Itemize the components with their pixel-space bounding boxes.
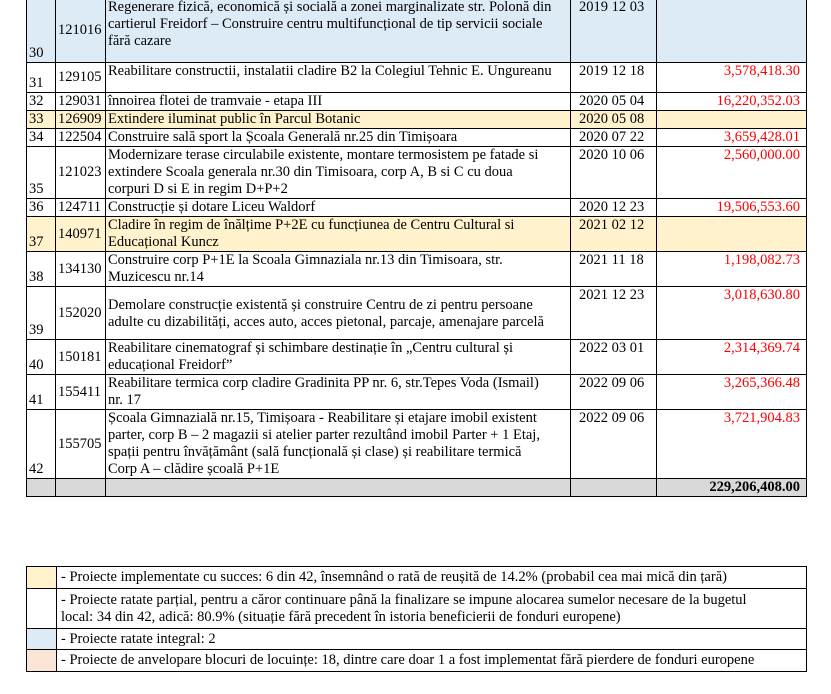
project-description-line: Construire sală sport la Școala Generală nr.25 din Timișoara	[108, 129, 458, 145]
projects-table-body	[27, 0, 807, 479]
legend-row	[27, 650, 807, 672]
legend-text-line: - Proiecte ratate integral: 2	[61, 630, 216, 647]
legend-table-body	[27, 567, 807, 672]
project-description-line: educațional Freidorf”	[108, 357, 233, 373]
legend-row	[27, 589, 807, 629]
project-description	[106, 147, 571, 199]
project-code: 121016	[56, 0, 106, 63]
project-description-line: adulte cu dizabilități, acces auto, acces pietonal, parcaje, amenajare parcelă	[108, 314, 544, 330]
project-row	[27, 375, 807, 410]
project-number: 33	[27, 111, 56, 129]
project-date: 2020 07 22	[571, 129, 657, 147]
project-number: 30	[27, 0, 56, 63]
project-date: 2020 05 04	[571, 93, 657, 111]
total-row	[27, 479, 807, 497]
project-code: 134130	[56, 252, 106, 287]
project-code: 129105	[56, 63, 106, 93]
project-amount	[657, 111, 807, 129]
project-description-line	[108, 287, 568, 297]
project-amount: 1,198,082.73	[657, 252, 807, 287]
legend-color-swatch	[27, 629, 57, 650]
legend-table	[26, 566, 807, 672]
project-amount: 3,659,428.01	[657, 129, 807, 147]
project-description	[106, 375, 571, 410]
project-date: 2021 02 12	[571, 217, 657, 252]
project-date: 2021 12 23	[571, 287, 657, 340]
legend-color-swatch	[27, 650, 57, 672]
project-number: 42	[27, 410, 56, 479]
project-description-line: Construire corp P+1E la Scoala Gimnaziala nr.13 din Timisoara, str.	[108, 252, 503, 268]
project-date: 2019 12 18	[571, 63, 657, 93]
project-description-line: Educațional Kuncz	[108, 234, 219, 250]
project-number: 34	[27, 129, 56, 147]
project-description-line: Reabilitare termica corp cladire Gradinita PP nr. 6, str.Tepes Voda (Ismail)	[108, 375, 539, 391]
project-row	[27, 340, 807, 375]
project-description-line: Construcție și dotare Liceu Waldorf	[108, 199, 316, 215]
legend-color-swatch	[27, 589, 57, 629]
project-description-line: Corp A – clădire școală P+1E	[108, 461, 280, 477]
project-code: 122504	[56, 129, 106, 147]
project-code: 126909	[56, 111, 106, 129]
project-number: 38	[27, 252, 56, 287]
total-row-cell	[27, 479, 56, 497]
project-row	[27, 410, 807, 479]
project-code: 140971	[56, 217, 106, 252]
project-date: 2020 05 08	[571, 111, 657, 129]
project-description	[106, 287, 571, 340]
project-description	[106, 252, 571, 287]
project-row	[27, 147, 807, 199]
project-date: 2020 12 23	[571, 199, 657, 217]
project-row	[27, 217, 807, 252]
project-number: 36	[27, 199, 56, 217]
legend-text	[57, 589, 807, 629]
project-date: 2022 03 01	[571, 340, 657, 375]
project-description-line: nr. 17	[108, 392, 142, 408]
project-description-line: cartierul Freidorf – Construire centru multifuncțional de tip servicii sociale	[108, 16, 543, 32]
project-description-line: Școala Gimnazială nr.15, Timișoara - Reabilitare și etajare imobil existent	[108, 410, 537, 426]
project-description	[106, 0, 571, 63]
project-description-line: Regenerare fizică, economică și socială a zonei marginalizate str. Polonă din	[108, 0, 552, 15]
project-number: 41	[27, 375, 56, 410]
legend-text	[57, 650, 807, 672]
project-amount: 16,220,352.03	[657, 93, 807, 111]
project-description	[106, 93, 571, 111]
project-code: 150181	[56, 340, 106, 375]
total-row-cell	[106, 479, 571, 497]
project-description	[106, 410, 571, 479]
project-description-line: fără cazare	[108, 33, 172, 49]
project-amount	[657, 0, 807, 63]
project-row	[27, 252, 807, 287]
project-description	[106, 199, 571, 217]
project-amount: 2,560,000.00	[657, 147, 807, 199]
project-amount: 3,578,418.30	[657, 63, 807, 93]
projects-table	[26, 0, 807, 497]
legend-text-line: - Proiecte implementate cu succes: 6 din 42, însemnând o rată de reușită de 14.2% (probabil cea mai mică din țară)	[61, 569, 727, 585]
project-amount: 3,721,904.83	[657, 410, 807, 479]
project-date: 2022 09 06	[571, 410, 657, 479]
project-amount: 3,018,630.80	[657, 287, 807, 340]
project-amount: 2,314,369.74	[657, 340, 807, 375]
legend-color-swatch	[27, 567, 57, 589]
total-row-cell	[56, 479, 106, 497]
total-row-cell	[571, 479, 657, 497]
project-row	[27, 111, 807, 129]
project-description	[106, 217, 571, 252]
project-number: 39	[27, 287, 56, 340]
project-code: 155411	[56, 375, 106, 410]
project-number: 32	[27, 93, 56, 111]
project-description-line: extindere Scoala generala nr.30 din Timisoara, corp A, B si C cu doua	[108, 164, 513, 180]
project-number: 31	[27, 63, 56, 93]
project-description-line: parter, corp B – 2 magazii si atelier parter rezultând imobil Parter + 1 Etaj,	[108, 427, 540, 443]
project-description-line: spații pentru învățământ (sală funcțională și clase) și reabilitare termică	[108, 444, 522, 460]
project-number: 37	[27, 217, 56, 252]
project-date: 2022 09 06	[571, 375, 657, 410]
legend-text-line: - Proiecte de anvelopare blocuri de locuințe: 18, dintre care doar 1 a fost implementat fără pierdere de fonduri europene	[61, 652, 755, 668]
project-description-line: corpuri D si E in regim D+P+2	[108, 181, 288, 197]
project-row	[27, 63, 807, 93]
project-description	[106, 63, 571, 93]
project-description	[106, 111, 571, 129]
project-row	[27, 129, 807, 147]
project-code: 152020	[56, 287, 106, 340]
legend-text	[57, 567, 807, 589]
project-description-line: Extindere iluminat public în Parcul Botanic	[108, 111, 361, 127]
project-description-line: Reabilitare constructii, instalatii cladire B2 la Colegiul Tehnic E. Ungureanu	[108, 63, 552, 79]
project-row	[27, 93, 807, 111]
project-description	[106, 340, 571, 375]
project-description-line: Demolare construcție existentă și construire Centru de zi pentru persoane	[108, 297, 533, 313]
project-amount	[657, 217, 807, 252]
project-row	[27, 0, 807, 63]
project-description-line: Cladire în regim de înălțime P+2E cu funcțiunea de Centru Cultural si	[108, 217, 515, 233]
project-number: 35	[27, 147, 56, 199]
project-date: 2020 10 06	[571, 147, 657, 199]
legend-row	[27, 567, 807, 589]
project-description-line: Muzicescu nr.14	[108, 269, 204, 285]
project-date: 2021 11 18	[571, 252, 657, 287]
project-amount: 3,265,366.48	[657, 375, 807, 410]
project-code: 124711	[56, 199, 106, 217]
project-date: 2019 12 03	[571, 0, 657, 63]
project-description-line: înnoirea flotei de tramvaie - etapa III	[108, 93, 323, 109]
project-code: 121023	[56, 147, 106, 199]
project-code: 129031	[56, 93, 106, 111]
legend-text-line: local: 34 din 42, adică: 80.9% (situație fără precedent în istoria beneficierii de fonduri europene)	[61, 608, 621, 625]
project-row	[27, 199, 807, 217]
project-description	[106, 129, 571, 147]
project-code: 155705	[56, 410, 106, 479]
legend-text	[57, 629, 807, 650]
legend-row	[27, 629, 807, 650]
project-description-line: Modernizare terase circulabile existente, montare termosistem pe fatade si	[108, 147, 539, 163]
legend-text-line: - Proiecte ratate parțial, pentru a căror continuare până la finalizare se impune alocarea sumelor necesare de la bugetul	[61, 591, 747, 608]
project-amount: 19,506,553.60	[657, 199, 807, 217]
project-description-line: Reabilitare cinematograf și schimbare destinație în „Centru cultural și	[108, 340, 514, 356]
project-number: 40	[27, 340, 56, 375]
project-row	[27, 287, 807, 340]
total-amount: 229,206,408.00	[657, 479, 807, 497]
